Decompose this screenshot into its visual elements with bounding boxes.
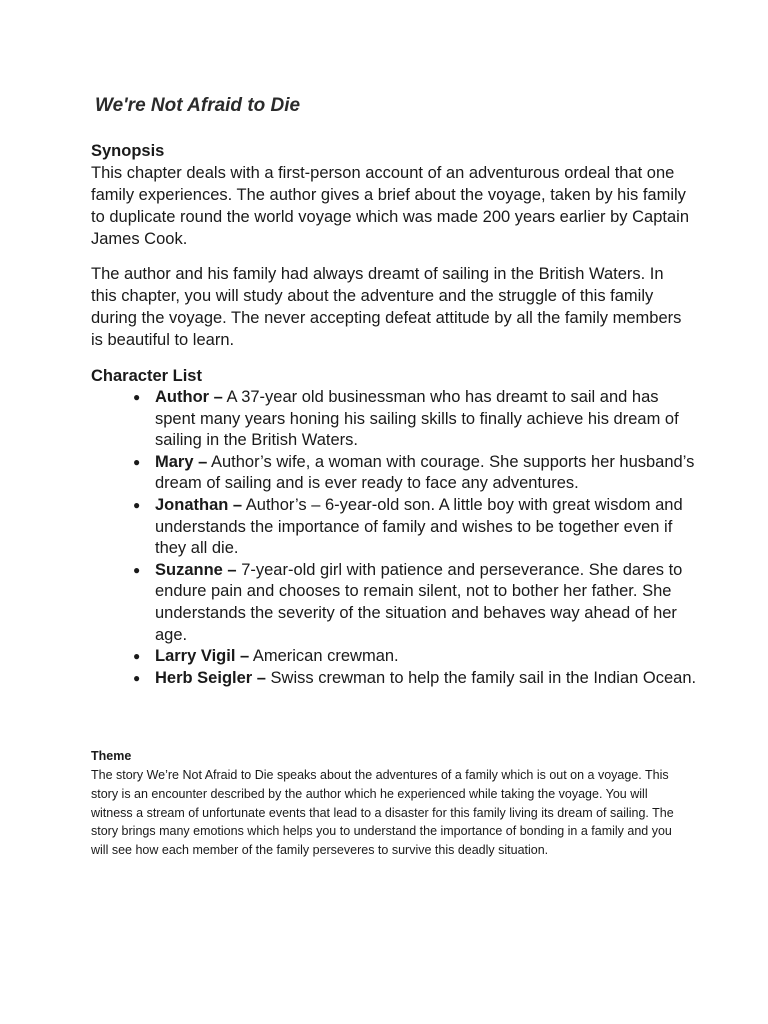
character-name: Suzanne – xyxy=(155,560,237,579)
character-name: Author – xyxy=(155,388,223,406)
synopsis-heading: Synopsis xyxy=(91,142,165,160)
character-name: Larry Vigil – xyxy=(155,647,250,666)
bullet-icon: ● xyxy=(133,562,141,577)
character-description: 7-year-old girl with patience and perseverance. She dares to endure pain and chooses to remain silent, not to bother her father. She understands the severity of the situation and behaves way ahead of her age. xyxy=(155,560,683,644)
character-description: A 37-year old businessman who has dreamt to sail and has spent many years honing his sailing skills to finally achieve his dream of sailing in the British Waters. xyxy=(155,388,679,450)
bullet-icon: ● xyxy=(133,454,141,469)
character-list-heading: Character List xyxy=(91,367,202,385)
character-name: Jonathan – xyxy=(155,495,243,514)
character-item-author xyxy=(131,387,701,452)
character-name: Herb Seigler – xyxy=(155,668,266,687)
character-list xyxy=(131,387,701,689)
bullet-icon: ● xyxy=(133,649,141,664)
synopsis-paragraph-2: The author and his family had always dreamt of sailing in the British Waters. In this chapter, you will study about the adventure and the struggle of this family during the voyage. The never accepting defeat attitude by all the family members is beautiful to learn. xyxy=(91,265,682,349)
character-description: Author’s – 6-year-old son. A little boy with great wisdom and understands the importance of family and wishes to be together even if they all die. xyxy=(155,495,683,558)
character-description: Swiss crewman to help the family sail in the Indian Ocean. xyxy=(265,668,697,687)
bullet-icon: ● xyxy=(133,497,141,512)
character-item-suzanne xyxy=(131,560,701,646)
bullet-icon: ● xyxy=(133,390,141,404)
character-item-mary xyxy=(131,452,701,495)
theme-heading: Theme xyxy=(91,749,132,763)
character-item-larry-vigil xyxy=(131,646,701,668)
character-item-herb-seigler xyxy=(131,668,701,690)
bullet-icon: ● xyxy=(133,670,141,685)
theme-paragraph: The story We’re Not Afraid to Die speaks about the adventures of a family which is out on a voyage. This story is an encounter described by the author which he experienced while taking the voyage. You will witness a stream of unfortunate events that lead to a disaster for this family living its dream of sailing. The story brings many emotions which helps you to understand the importance of bonding in a family and you will see how each member of the family perseveres to survive this deadly situation. xyxy=(91,768,674,858)
document-title: We're Not Afraid to Die xyxy=(95,95,301,116)
character-description: Author’s wife, a woman with courage. She supports her husband’s dream of sailing and is ever ready to face any adventures. xyxy=(155,452,695,493)
synopsis-paragraph-1: This chapter deals with a first-person account of an adventurous ordeal that one family experiences. The author gives a brief about the voyage, taken by his family to duplicate round the world voyage which was made 200 years earlier by Captain James Cook. xyxy=(91,164,690,248)
character-name: Mary – xyxy=(155,452,208,471)
character-item-jonathan xyxy=(131,495,701,560)
character-description: American crewman. xyxy=(249,647,399,666)
